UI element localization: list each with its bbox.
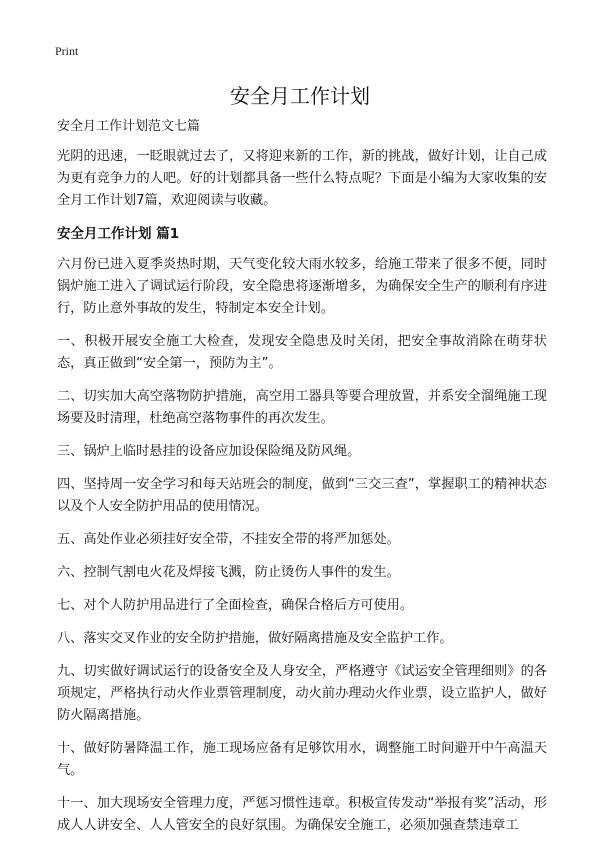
document-subtitle: 安全月工作计划范文七篇 [57, 119, 201, 134]
paragraph: 十、做好防暑降温工作，施工现场应备有足够饮用水，调整施工时间避开中午高温天气。 [57, 741, 547, 778]
paragraph: 六月份已进入夏季炎热时期，天气变化较大雨水较多，给施工带来了很多不便，同时锅炉施工进入了调试运行阶段，安全隐患将逐渐增多，为确保安全生产的顺利有序进行，防止意外事故的发生，特制定本安全计划。 [57, 257, 547, 316]
page-title: 安全月工作计划 [230, 84, 370, 108]
paragraph: 四、坚持周一安全学习和每天站班会的制度，做到“三交三查”，掌握职工的精神状态以及个人安全防护用品的使用情况。 [57, 477, 547, 514]
print-label[interactable]: Print [55, 44, 79, 58]
paragraph: 八、落实交叉作业的安全防护措施，做好隔离措施及安全监护工作。 [57, 631, 453, 646]
section-heading: 安全月工作计划 篇1 [57, 226, 180, 242]
document-body [57, 116, 547, 848]
paragraph: 三、锅炉上临时悬挂的设备应加设保险绳及防风绳。 [57, 444, 361, 459]
paragraph: 二、切实加大高空落物防护措施，高空用工器具等要合理放置，并系安全溜绳施工现场要及时清理，杜绝高空落物事件的再次发生。 [57, 389, 547, 426]
intro-paragraph: 光阴的迅速，一眨眼就过去了，又将迎来新的工作，新的挑战，做好计划，让自己成为更有竞争力的人吧。好的计划都具备一些什么特点呢？下面是小编为大家收集的安全月工作计划7篇，欢迎阅读与收藏。 [57, 149, 547, 208]
paragraph: 一、积极开展安全施工大检查，发现安全隐患及时关闭，把安全事故消除在萌芽状态，真正做到“安全第一，预防为主”。 [57, 334, 547, 371]
paragraph: 十一、加大现场安全管理力度，严惩习惯性违章。积极宣传发动“举报有奖”活动，形成人人讲安全、人人管安全的良好氛围。为确保安全施工，必须加强查禁违章工 [57, 796, 547, 833]
paragraph: 六、控制气割电火花及焊接飞溅，防止烫伤人事件的发生。 [57, 565, 400, 580]
paragraph: 五、高处作业必须挂好安全带，不挂安全带的将严加惩处。 [57, 532, 400, 547]
paragraph: 七、对个人防护用品进行了全面检查，确保合格后方可使用。 [57, 598, 414, 613]
paragraph: 九、切实做好调试运行的设备安全及人身安全，严格遵守《试运安全管理细则》的各项规定，严格执行动火作业票管理制度，动火前办理动火作业票，设立监护人，做好防火隔离措施。 [57, 664, 547, 723]
